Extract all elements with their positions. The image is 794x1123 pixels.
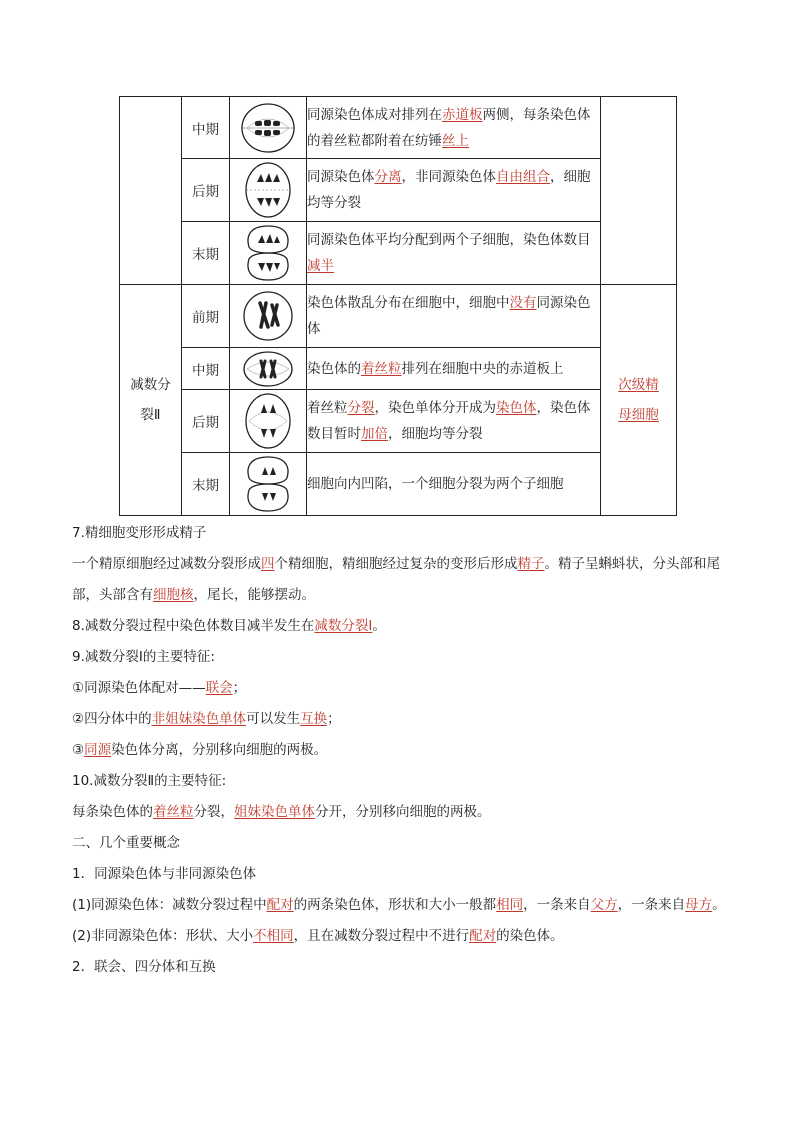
table-row — [120, 222, 677, 285]
table-row — [120, 285, 677, 348]
desc-cell: 同源染色体平均分配到两个子细胞，染色体数目减半 — [307, 222, 601, 285]
paragraph: 每条染色体的着丝粒分裂，姐妹染色单体分开，分别移向细胞的两极。 — [72, 804, 491, 820]
paragraph: ①同源染色体配对——联会； — [72, 680, 247, 696]
answer-blank: 相同 — [496, 897, 524, 913]
paragraph: 10.减数分裂Ⅱ的主要特征: — [72, 773, 227, 789]
answer-blank: 染色体 — [496, 400, 537, 416]
answer-blank: 联会 — [205, 680, 233, 696]
desc-cell: 同源染色体分离，非同源染色体自由组合，细胞均等分裂 — [307, 159, 601, 222]
paragraph: 9.减数分裂Ⅰ的主要特征: — [72, 649, 215, 665]
result-cell-meiosis-2 — [601, 285, 677, 516]
answer-blank: 细胞核 — [153, 587, 194, 603]
table-row — [120, 97, 677, 159]
stage-cell-meiosis-1 — [120, 97, 182, 285]
paragraph: ③同源染色体分离，分别移向细胞的两极。 — [72, 742, 328, 758]
result-label-line-1: 次级精 — [618, 377, 659, 393]
stage-cell-meiosis-2 — [120, 285, 182, 516]
answer-blank: 加倍 — [361, 426, 388, 442]
answer-blank: 没有 — [509, 295, 537, 311]
paragraph: (1)同源染色体：减数分裂过程中配对的两条染色体，形状和大小一般都相同，一条来自父方，一条来自母方。 — [72, 897, 726, 913]
answer-blank: 自由组合 — [496, 169, 550, 185]
body-text — [72, 518, 732, 983]
paragraph: 二、几个重要概念 — [72, 835, 180, 851]
phase-cell: 中期 — [182, 348, 230, 390]
answer-blank: 父方 — [590, 897, 618, 913]
paragraph: 7.精细胞变形形成精子 — [72, 525, 207, 541]
answer-blank: 母方 — [685, 897, 713, 913]
desc-cell: 着丝粒分裂，染色单体分开成为染色体，染色体数目暂时加倍，细胞均等分裂 — [307, 390, 601, 453]
table-row — [120, 390, 677, 453]
paragraph: 8.减数分裂过程中染色体数目减半发生在减数分裂Ⅰ。 — [72, 618, 386, 634]
answer-blank: 互换 — [300, 711, 328, 727]
prophase-II-figure-icon — [230, 285, 307, 348]
answer-blank: 配对 — [469, 928, 497, 944]
result-cell-meiosis-1 — [601, 97, 677, 285]
desc-cell: 染色体的着丝粒排列在细胞中央的赤道板上 — [307, 348, 601, 390]
anaphase-II-figure-icon — [230, 390, 307, 453]
answer-blank: 分裂 — [347, 400, 375, 416]
telophase-II-figure-icon — [230, 453, 307, 516]
result-label-line-2: 母细胞 — [618, 407, 659, 423]
metaphase-II-figure-icon — [230, 348, 307, 390]
answer-blank: 姐妹染色单体 — [234, 804, 315, 820]
table-row — [120, 348, 677, 390]
answer-blank: 四 — [261, 556, 275, 572]
desc-cell: 细胞向内凹陷，一个细胞分裂为两个子细胞 — [307, 453, 601, 516]
phase-cell: 末期 — [182, 453, 230, 516]
desc-cell: 同源染色体成对排列在赤道板两侧，每条染色体的着丝粒都附着在纺锤丝上 — [307, 97, 601, 159]
answer-blank: 不相同 — [253, 928, 294, 944]
telophase-I-figure-icon — [230, 222, 307, 285]
answer-blank: 配对 — [266, 897, 294, 913]
answer-blank: 赤道板 — [442, 106, 483, 123]
answer-blank: 丝上 — [442, 132, 469, 149]
meiosis-table — [119, 96, 677, 516]
table-row — [120, 159, 677, 222]
paragraph: 一个精原细胞经过减数分裂形成四个精细胞，精细胞经过复杂的变形后形成精子。精子呈蝌蚪状，分头部和尾部，头部含有细胞核，尾长，能够摆动。 — [72, 556, 720, 603]
paragraph: (2)非同源染色体：形状、大小不相同，且在减数分裂过程中不进行配对的染色体。 — [72, 928, 564, 944]
metaphase-I-figure-icon — [230, 97, 307, 159]
stage-label-line-1: 减数分 — [130, 377, 171, 393]
desc-cell: 染色体散乱分布在细胞中，细胞中没有同源染色体 — [307, 285, 601, 348]
table-row — [120, 453, 677, 516]
phase-cell: 前期 — [182, 285, 230, 348]
answer-blank: 着丝粒 — [153, 804, 194, 820]
paragraph: ②四分体中的非姐妹染色单体可以发生互换； — [72, 711, 341, 727]
phase-cell: 后期 — [182, 159, 230, 222]
answer-blank: 同源 — [84, 742, 112, 758]
answer-blank: 非姐妹染色单体 — [151, 711, 247, 727]
answer-blank: 分离 — [374, 169, 402, 185]
stage-label-line-2: 裂Ⅱ — [140, 407, 161, 423]
paragraph: 2．联会、四分体和互换 — [72, 959, 216, 975]
phase-cell: 末期 — [182, 222, 230, 285]
answer-blank: 精子 — [517, 556, 545, 572]
answer-blank: 减数分裂Ⅰ — [314, 618, 373, 634]
phase-cell: 中期 — [182, 97, 230, 159]
answer-blank: 着丝粒 — [361, 360, 402, 377]
paragraph: 1．同源染色体与非同源染色体 — [72, 866, 257, 882]
answer-blank: 减半 — [307, 258, 334, 274]
anaphase-I-figure-icon — [230, 159, 307, 222]
phase-cell: 后期 — [182, 390, 230, 453]
